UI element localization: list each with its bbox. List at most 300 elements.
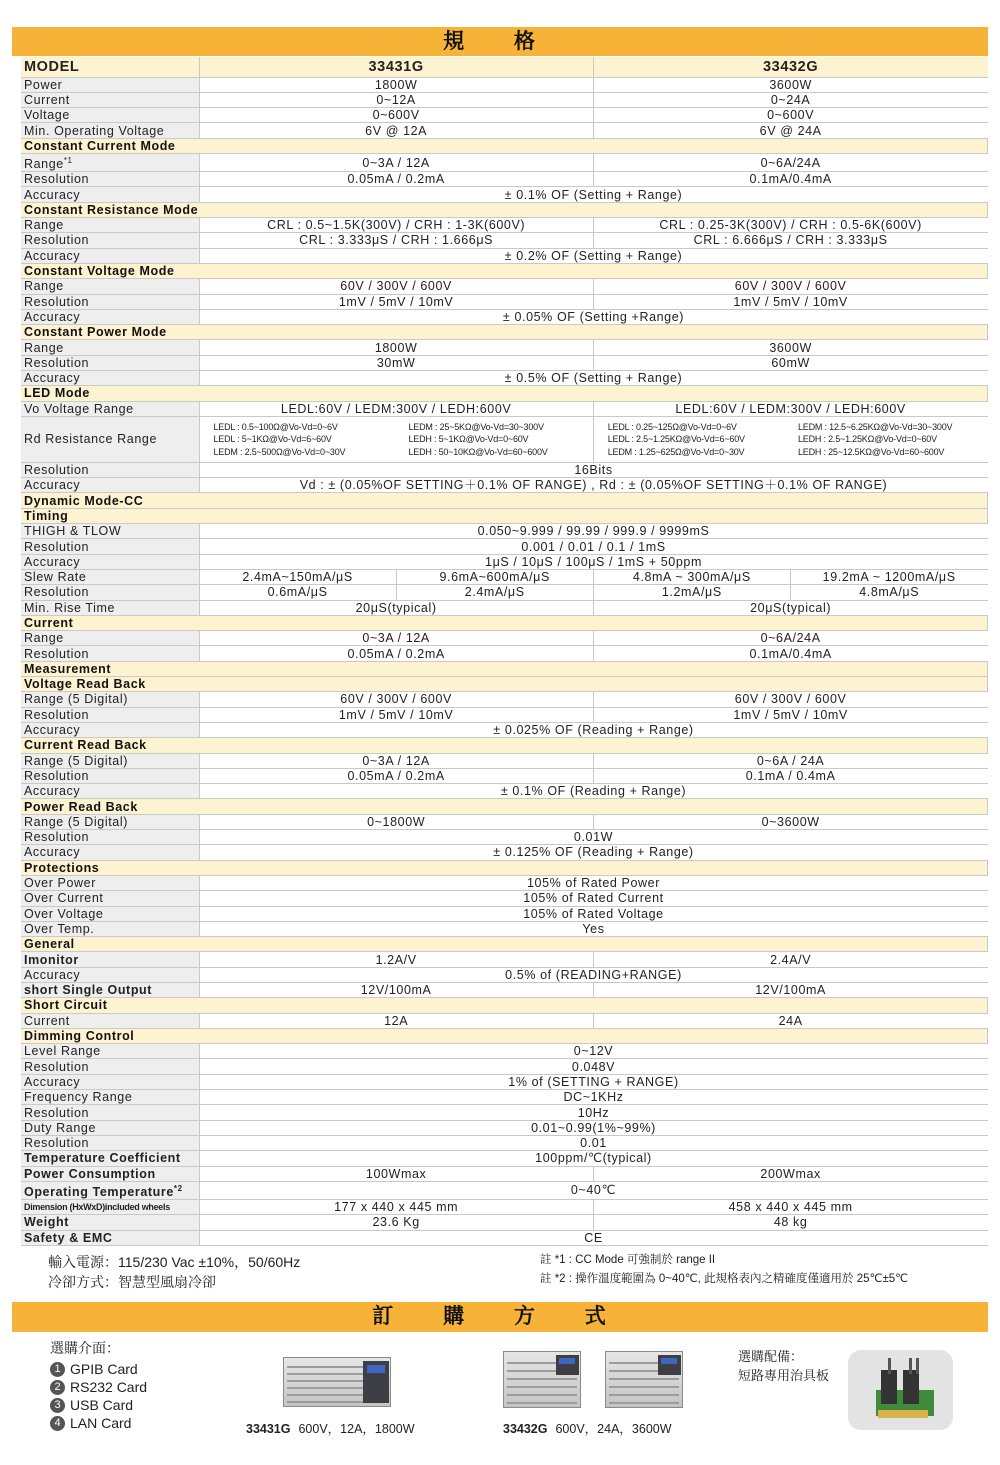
section-label: Constant Voltage Mode [21, 263, 988, 278]
rd-range-list [200, 421, 593, 459]
row-label: Power Consumption [21, 1166, 199, 1181]
value-all: Yes [199, 921, 988, 936]
accessory-label [738, 1347, 829, 1385]
table-row [21, 1151, 988, 1166]
section-row [21, 263, 988, 278]
footnote-marker: *1 [63, 155, 73, 165]
row-label: Accuracy [21, 967, 199, 982]
value-33432g: 24A [593, 1013, 987, 1028]
interface-card-list [50, 1360, 147, 1432]
table-row [21, 108, 988, 123]
rd-range-item: LEDH : 25~12.5KΩ@Vo-Vd=60~600V [798, 446, 945, 457]
value-33432g: 6V @ 24A [593, 123, 987, 138]
value-33431g: 0.05mA / 0.2mA [199, 646, 593, 661]
value-all: 0.048V [199, 1059, 988, 1074]
rd-range-item: LEDH : 2.5~1.25KΩ@Vo-Vd=0~60V [798, 434, 937, 445]
rd-range-list [594, 421, 988, 459]
table-row [21, 646, 988, 661]
table-row [21, 416, 988, 462]
row-label: Accuracy [21, 784, 199, 799]
value-all: ± 0.05% OF (Setting +Range) [199, 309, 988, 324]
row-label: Slew Rate [21, 569, 199, 584]
row-label: THIGH & TLOW [21, 524, 199, 539]
row-label: Accuracy [21, 187, 199, 202]
row-label: Accuracy [21, 722, 199, 737]
product-model: 33431G [246, 1422, 291, 1436]
table-row [21, 462, 988, 477]
table-row [21, 401, 988, 416]
section-row [21, 738, 988, 753]
row-label: Safety & EMC [21, 1230, 199, 1245]
table-row [21, 309, 988, 324]
row-label: Resolution [21, 294, 199, 309]
table-row [21, 554, 988, 569]
row-label: Over Current [21, 891, 199, 906]
table-row [21, 814, 988, 829]
value-33431g-high: 2.4mA/μS [396, 585, 593, 600]
row-label: Over Temp. [21, 921, 199, 936]
row-label: Range (5 Digital) [21, 814, 199, 829]
section-row [21, 202, 988, 217]
value-33432g: 48 kg [593, 1215, 987, 1230]
table-row [21, 355, 988, 370]
row-label-text: Range [24, 157, 64, 172]
cooling-note: 冷卻方式：智慧型風扇冷卻 [48, 1274, 216, 1290]
value-33431g: 0~1800W [199, 814, 593, 829]
row-label: Current [21, 92, 199, 107]
table-row [21, 1044, 988, 1059]
row-label: Resolution [21, 539, 199, 554]
row-label: Resolution [21, 1059, 199, 1074]
section-label: Timing [21, 508, 988, 523]
value-33432g: 0~3600W [593, 814, 987, 829]
footnotes [540, 1251, 908, 1289]
row-label-text: Operating Temperature [24, 1185, 174, 1199]
row-label: Resolution [21, 1135, 199, 1150]
table-row [21, 722, 988, 737]
value-33431g: LEDL:60V / LEDM:300V / LEDH:600V [199, 401, 593, 416]
table-row [21, 875, 988, 890]
section-row [21, 325, 988, 340]
value-33432g: 12V/100mA [593, 982, 987, 997]
row-label: Duty Range [21, 1120, 199, 1135]
row-label: Vo Voltage Range [21, 401, 199, 416]
value-all: 105% of Rated Power [199, 875, 988, 890]
table-row [21, 340, 988, 355]
row-label: Resolution [21, 646, 199, 661]
value-all: 0.01 [199, 1135, 988, 1150]
value-all: 0.01W [199, 830, 988, 845]
table-row [21, 524, 988, 539]
model-header-row [21, 57, 988, 77]
value-33432g: LEDL:60V / LEDM:300V / LEDH:600V [593, 401, 987, 416]
number-1-icon: 1 [50, 1362, 65, 1377]
table-row [21, 1059, 988, 1074]
section-row [21, 799, 988, 814]
table-row [21, 294, 988, 309]
short-fixture-board-image [848, 1350, 953, 1430]
table-row [21, 631, 988, 646]
row-label [21, 1181, 199, 1199]
product-33432g-image-front [503, 1351, 581, 1408]
accessory-title: 選購配備： [738, 1349, 804, 1364]
table-row [21, 569, 988, 584]
row-label: Resolution [21, 462, 199, 477]
table-row [21, 92, 988, 107]
section-row [21, 493, 988, 508]
value-33431g: 1.2A/V [199, 952, 593, 967]
value-all: 0.050~9.999 / 99.99 / 999.9 / 9999mS [199, 524, 988, 539]
section-row [21, 998, 988, 1013]
row-label: Current [21, 1013, 199, 1028]
order-header-band [12, 1302, 988, 1332]
table-row [21, 952, 988, 967]
row-label: Weight [21, 1215, 199, 1230]
product-33432g-caption [503, 1419, 672, 1437]
table-row [21, 967, 988, 982]
value-33431g: 60V / 300V / 600V [199, 279, 593, 294]
table-row [21, 845, 988, 860]
row-label: Accuracy [21, 1074, 199, 1089]
product-33432g-image-angle [605, 1351, 683, 1408]
table-row [21, 478, 988, 493]
table-row [21, 1105, 988, 1120]
value-33431g-low: 2.4mA~150mA/μS [199, 569, 396, 584]
value-33432g-high: 19.2mA ~ 1200mA/μS [790, 569, 987, 584]
value-33432g-low: 4.8mA ~ 300mA/μS [593, 569, 790, 584]
row-label: Voltage [21, 108, 199, 123]
section-label: Power Read Back [21, 799, 988, 814]
footnote-2: 註 *2 : 操作溫度範圍為 0~40℃, 此規格表內之精確度僅適用於 25℃±5℃ [540, 1273, 909, 1285]
value-33432g: 20μS(typical) [593, 600, 987, 615]
row-label: Level Range [21, 1044, 199, 1059]
number-3-icon: 3 [50, 1398, 65, 1413]
card-label: GPIB Card [70, 1361, 138, 1377]
value-33432g-high: 4.8mA/μS [790, 585, 987, 600]
section-row [21, 661, 988, 676]
table-row [21, 218, 988, 233]
table-row [21, 233, 988, 248]
table-row [21, 371, 988, 386]
table-row [21, 784, 988, 799]
table-row [21, 585, 988, 600]
value-33431g: 1mV / 5mV / 10mV [199, 707, 593, 722]
section-label: Voltage Read Back [21, 677, 988, 692]
card-label: USB Card [70, 1397, 134, 1413]
model-33431g: 33431G [199, 57, 593, 77]
model-33432g: 33432G [593, 57, 987, 77]
section-label: Constant Resistance Mode [21, 202, 988, 217]
value-33432g: 3600W [593, 77, 987, 92]
table-row [21, 1120, 988, 1135]
value-33432g: 200Wmax [593, 1166, 987, 1181]
value-all: Vd : ± (0.05%OF SETTING＋0.1% OF RANGE) , Rd : ± (0.05%OF SETTING＋0.1% OF RANGE) [199, 478, 988, 493]
product-33431g-caption [246, 1419, 415, 1437]
value-33432g: 60V / 300V / 600V [593, 692, 987, 707]
row-label: Over Voltage [21, 906, 199, 921]
row-label: Accuracy [21, 309, 199, 324]
row-label: Over Power [21, 875, 199, 890]
row-label: Range (5 Digital) [21, 753, 199, 768]
number-2-icon: 2 [50, 1380, 65, 1395]
value-33432g: 1mV / 5mV / 10mV [593, 707, 987, 722]
row-label: Temperature Coefficient [21, 1151, 199, 1166]
value-33431g: 100Wmax [199, 1166, 593, 1181]
value-all: 1μS / 10μS / 100μS / 1mS + 50ppm [199, 554, 988, 569]
value-33431g: 30mW [199, 355, 593, 370]
row-label: Resolution [21, 172, 199, 187]
value-33432g: 0~24A [593, 92, 987, 107]
value-33432g: CRL : 6.666μS / CRH : 3.333μS [593, 233, 987, 248]
value-33432g: 0~6A/24A [593, 631, 987, 646]
row-label: Frequency Range [21, 1090, 199, 1105]
value-33431g [199, 416, 593, 462]
value-33432g: 0~600V [593, 108, 987, 123]
table-row [21, 187, 988, 202]
table-row [21, 1215, 988, 1230]
row-label: Resolution [21, 768, 199, 783]
table-row [21, 982, 988, 997]
section-label: Current Read Back [21, 738, 988, 753]
number-4-icon: 4 [50, 1416, 65, 1431]
value-33432g: 0.1mA / 0.4mA [593, 768, 987, 783]
row-label: Resolution [21, 233, 199, 248]
table-row [21, 891, 988, 906]
row-label: Resolution [21, 585, 199, 600]
value-all: 105% of Rated Voltage [199, 906, 988, 921]
spec-title: 規 格 [443, 30, 557, 53]
accessory-item: 短路專用治具板 [738, 1368, 830, 1383]
value-33432g: 0~6A/24A [593, 153, 987, 171]
value-33431g: 12A [199, 1013, 593, 1028]
row-label: Range [21, 340, 199, 355]
value-33432g: 2.4A/V [593, 952, 987, 967]
table-row [21, 707, 988, 722]
table-row [21, 768, 988, 783]
section-row [21, 386, 988, 401]
list-item [50, 1396, 147, 1414]
row-label: Range [21, 279, 199, 294]
value-33431g: 60V / 300V / 600V [199, 692, 593, 707]
table-row [21, 1230, 988, 1245]
value-33431g: 1mV / 5mV / 10mV [199, 294, 593, 309]
spec-table [21, 57, 988, 1246]
rd-range-item: LEDM : 12.5~6.25KΩ@Vo-Vd=30~300V [798, 421, 953, 432]
row-label: Rd Resistance Range [21, 416, 199, 462]
product-spec: 600V，24A，3600W [555, 1422, 672, 1436]
table-row [21, 1135, 988, 1150]
value-all: 0~40℃ [199, 1181, 988, 1199]
section-label: Constant Current Mode [21, 138, 988, 153]
table-row [21, 1181, 988, 1199]
product-model: 33432G [503, 1422, 548, 1436]
value-all: ± 0.2% OF (Setting + Range) [199, 248, 988, 263]
list-item [50, 1414, 147, 1432]
value-33432g: 3600W [593, 340, 987, 355]
table-row [21, 1013, 988, 1028]
row-label: Resolution [21, 707, 199, 722]
rd-range-item: LEDL : 2.5~1.25KΩ@Vo-Vd=6~60V [607, 434, 745, 445]
value-33432g: 60mW [593, 355, 987, 370]
value-33432g: 1mV / 5mV / 10mV [593, 294, 987, 309]
table-row [21, 692, 988, 707]
value-all: 100ppm/℃(typical) [199, 1151, 988, 1166]
section-label: Constant Power Mode [21, 325, 988, 340]
section-label: Protections [21, 860, 988, 875]
row-label: short Single Output [21, 982, 199, 997]
table-row [21, 1200, 988, 1215]
value-33431g-high: 9.6mA~600mA/μS [396, 569, 593, 584]
value-all: 0.001 / 0.01 / 0.1 / 1mS [199, 539, 988, 554]
section-row [21, 1028, 988, 1043]
value-33431g: 23.6 Kg [199, 1215, 593, 1230]
value-33431g: 6V @ 12A [199, 123, 593, 138]
row-label: Imonitor [21, 952, 199, 967]
value-33431g: 0.05mA / 0.2mA [199, 768, 593, 783]
section-label: General [21, 937, 988, 952]
value-33431g: 0~12A [199, 92, 593, 107]
row-label: Accuracy [21, 248, 199, 263]
power-notes [48, 1252, 300, 1292]
value-33431g: 177 x 440 x 445 mm [199, 1200, 593, 1215]
value-33432g: 458 x 440 x 445 mm [593, 1200, 987, 1215]
table-row [21, 906, 988, 921]
section-label: Current [21, 615, 988, 630]
value-33432g [593, 416, 987, 462]
value-all: 0.01~0.99(1%~99%) [199, 1120, 988, 1135]
value-33432g: CRL : 0.25-3K(300V) / CRH : 0.5-6K(600V) [593, 218, 987, 233]
value-all: ± 0.025% OF (Reading + Range) [199, 722, 988, 737]
model-label: MODEL [21, 57, 199, 77]
section-row [21, 937, 988, 952]
table-row [21, 539, 988, 554]
value-33431g: 0.05mA / 0.2mA [199, 172, 593, 187]
value-33431g: 1800W [199, 77, 593, 92]
value-33432g-low: 1.2mA/μS [593, 585, 790, 600]
row-label: Min. Rise Time [21, 600, 199, 615]
section-row [21, 677, 988, 692]
row-label: Range (5 Digital) [21, 692, 199, 707]
table-row [21, 753, 988, 768]
table-row [21, 921, 988, 936]
section-row [21, 615, 988, 630]
value-all: ± 0.1% OF (Reading + Range) [199, 784, 988, 799]
value-33431g: 0~3A / 12A [199, 753, 593, 768]
value-33432g: 0.1mA/0.4mA [593, 646, 987, 661]
table-row [21, 153, 988, 171]
row-label: Range [21, 631, 199, 646]
rd-range-item: LEDM : 25~5KΩ@Vo-Vd=30~300V [408, 421, 544, 432]
row-label: Accuracy [21, 845, 199, 860]
value-33431g: 0~3A / 12A [199, 631, 593, 646]
row-label: Min. Operating Voltage [21, 123, 199, 138]
interface-options-title: 選購介面： [50, 1340, 120, 1356]
row-label: Power [21, 77, 199, 92]
value-33431g: CRL : 0.5~1.5K(300V) / CRH : 1-3K(600V) [199, 218, 593, 233]
list-item [50, 1360, 147, 1378]
value-all: CE [199, 1230, 988, 1245]
list-item [50, 1378, 147, 1396]
rd-range-item: LEDM : 1.25~625Ω@Vo-Vd=0~30V [607, 446, 745, 457]
card-label: LAN Card [70, 1415, 132, 1431]
rd-range-item: LEDL : 0.25~125Ω@Vo-Vd=0~6V [607, 421, 737, 432]
value-all: 10Hz [199, 1105, 988, 1120]
product-spec: 600V，12A，1800W [298, 1422, 415, 1436]
section-label: Dimming Control [21, 1028, 988, 1043]
rd-range-item: LEDH : 50~10KΩ@Vo-Vd=60~600V [408, 446, 548, 457]
row-label: Resolution [21, 1105, 199, 1120]
rd-range-item: LEDH : 5~1KΩ@Vo-Vd=0~60V [408, 434, 529, 445]
value-33432g: 0~6A / 24A [593, 753, 987, 768]
table-row [21, 1166, 988, 1181]
row-label [21, 153, 199, 171]
value-all: 0~12V [199, 1044, 988, 1059]
value-33431g: 20μS(typical) [199, 600, 593, 615]
section-label: LED Mode [21, 386, 988, 401]
section-row [21, 508, 988, 523]
value-33432g: 60V / 300V / 600V [593, 279, 987, 294]
rd-range-item: LEDL : 5~1KΩ@Vo-Vd=6~60V [213, 434, 332, 445]
table-row [21, 248, 988, 263]
row-label: Accuracy [21, 554, 199, 569]
order-title: 訂 購 方 式 [372, 1305, 628, 1328]
section-label: Measurement [21, 661, 988, 676]
footnote-marker: *2 [173, 1183, 183, 1193]
value-all: 105% of Rated Current [199, 891, 988, 906]
table-row [21, 830, 988, 845]
table-row [21, 600, 988, 615]
row-label: Dimension (HxWxD)included wheels [21, 1200, 199, 1215]
value-all: ± 0.5% OF (Setting + Range) [199, 371, 988, 386]
table-row [21, 172, 988, 187]
value-33432g: 0.1mA/0.4mA [593, 172, 987, 187]
rd-range-item: LEDM : 2.5~500Ω@Vo-Vd=0~30V [213, 446, 346, 457]
section-row [21, 138, 988, 153]
value-all: ± 0.125% OF (Reading + Range) [199, 845, 988, 860]
section-label: Dynamic Mode-CC [21, 493, 988, 508]
value-33431g-low: 0.6mA/μS [199, 585, 396, 600]
footnote-1: 註 *1 : CC Mode 可強制於 range II [540, 1254, 716, 1266]
product-33431g-image [283, 1357, 391, 1407]
row-label: Resolution [21, 830, 199, 845]
value-33431g: CRL : 3.333μS / CRH : 1.666μS [199, 233, 593, 248]
table-row [21, 1074, 988, 1089]
value-all: 0.5% of (READING+RANGE) [199, 967, 988, 982]
value-33431g: 0~3A / 12A [199, 153, 593, 171]
value-33431g: 12V/100mA [199, 982, 593, 997]
value-all: 16Bits [199, 462, 988, 477]
value-33431g: 0~600V [199, 108, 593, 123]
table-row [21, 279, 988, 294]
row-label: Accuracy [21, 478, 199, 493]
row-label: Accuracy [21, 371, 199, 386]
input-power-note: 輸入電源：115/230 Vac ±10%，50/60Hz [48, 1254, 301, 1270]
table-row [21, 77, 988, 92]
value-all: DC~1KHz [199, 1090, 988, 1105]
card-label: RS232 Card [70, 1379, 148, 1395]
table-row [21, 1090, 988, 1105]
table-row [21, 123, 988, 138]
section-label: Short Circuit [21, 998, 988, 1013]
value-33431g: 1800W [199, 340, 593, 355]
spec-header-band [12, 27, 988, 56]
value-all: 1% of (SETTING + RANGE) [199, 1074, 988, 1089]
row-label: Resolution [21, 355, 199, 370]
value-all: ± 0.1% OF (Setting + Range) [199, 187, 988, 202]
rd-range-item: LEDL : 0.5~100Ω@Vo-Vd=0~6V [213, 421, 338, 432]
section-row [21, 860, 988, 875]
row-label: Range [21, 218, 199, 233]
